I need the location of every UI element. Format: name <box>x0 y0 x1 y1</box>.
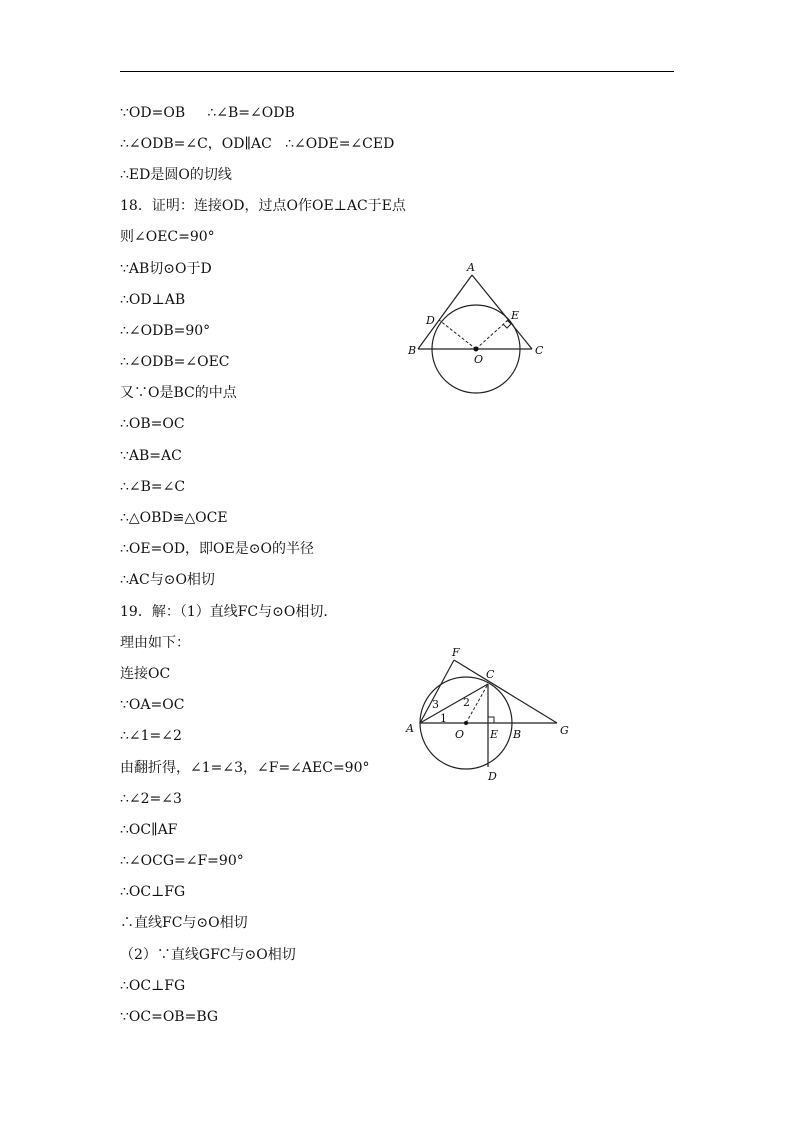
label-b: B <box>513 728 522 741</box>
text-line-26: ∴OC⊥FG <box>120 884 186 900</box>
figure-19-diagram <box>400 640 580 785</box>
text-line-29: ∴OC⊥FG <box>120 978 186 994</box>
text-line-11: ∴OB=OC <box>120 416 185 432</box>
text-line-15: ∴OE=OD，即OE是⊙O的半径 <box>120 541 314 557</box>
text-line-22: 由翻折得，∠1=∠3，∠F=∠AEC=90° <box>120 760 370 776</box>
text-line-10: 又∵O是BC的中点 <box>120 385 237 401</box>
segment-ac <box>472 275 532 349</box>
text-line-16: ∴AC与⊙O相切 <box>120 572 215 588</box>
text-line-30: ∵OC=OB=BG <box>120 1009 219 1025</box>
text-line-27: ∴直线FC与⊙O相切 <box>120 915 248 931</box>
text-line-3: ∴ED是圆O的切线 <box>120 167 232 183</box>
problem-19-heading: 19．解：（1）直线FC与⊙O相切． <box>120 604 338 620</box>
label-d: D <box>426 314 435 327</box>
text-line-7: ∴OD⊥AB <box>120 292 186 308</box>
text-line-14: ∴△OBD≌△OCE <box>120 510 228 526</box>
text-line-25: ∴∠OCG=∠F=90° <box>120 853 244 869</box>
label-b: B <box>408 344 417 357</box>
text-line-8: ∴∠ODB=90° <box>120 323 211 339</box>
text-line-12: ∵AB=AC <box>120 448 182 464</box>
label-angle-3: 3 <box>432 698 439 711</box>
label-e: E <box>490 728 499 741</box>
right-angle-mark-e <box>488 717 494 723</box>
segment-fg <box>454 660 557 723</box>
problem-18-heading: 18．证明：连接OD，过点O作OE⊥AC于E点 <box>120 198 406 214</box>
text-line-20: ∵OA=OC <box>120 697 185 713</box>
label-f: F <box>452 646 460 659</box>
text-line-23: ∴∠2=∠3 <box>120 791 182 807</box>
text-line-9: ∴∠ODB=∠OEC <box>120 354 230 370</box>
figure-18-diagram <box>400 258 560 398</box>
label-d: D <box>488 770 497 783</box>
label-o: O <box>455 728 465 741</box>
text-line-5: 则∠OEC=90° <box>120 229 215 245</box>
label-c: C <box>535 344 544 357</box>
label-angle-1: 1 <box>440 712 447 725</box>
text-line-24: ∴OC∥AF <box>120 822 178 838</box>
text-line-21: ∴∠1=∠2 <box>120 728 182 744</box>
label-g: G <box>560 724 569 737</box>
label-o: O <box>474 353 484 366</box>
label-angle-2: 2 <box>463 696 470 709</box>
text-line-28: （2）∵直线GFC与⊙O相切 <box>120 947 296 963</box>
text-line-13: ∴∠B=∠C <box>120 479 186 495</box>
text-line-1: ∵OD=OB ∴∠B=∠ODB <box>120 105 295 121</box>
text-line-18: 理由如下： <box>120 635 190 651</box>
segment-od <box>439 320 476 349</box>
center-dot-o <box>474 347 479 352</box>
label-e: E <box>511 309 520 322</box>
center-dot-o <box>464 721 468 725</box>
text-line-6: ∵AB切⊙O于D <box>120 261 212 277</box>
segment-ab <box>418 275 472 349</box>
text-line-2: ∴∠ODB=∠C，OD∥AC ∴∠ODE=∠CED <box>120 136 395 152</box>
text-line-19: 连接OC <box>120 666 171 682</box>
label-c: C <box>486 668 495 681</box>
header-rule <box>120 71 674 72</box>
label-a: A <box>467 261 475 274</box>
label-a: A <box>406 722 414 735</box>
